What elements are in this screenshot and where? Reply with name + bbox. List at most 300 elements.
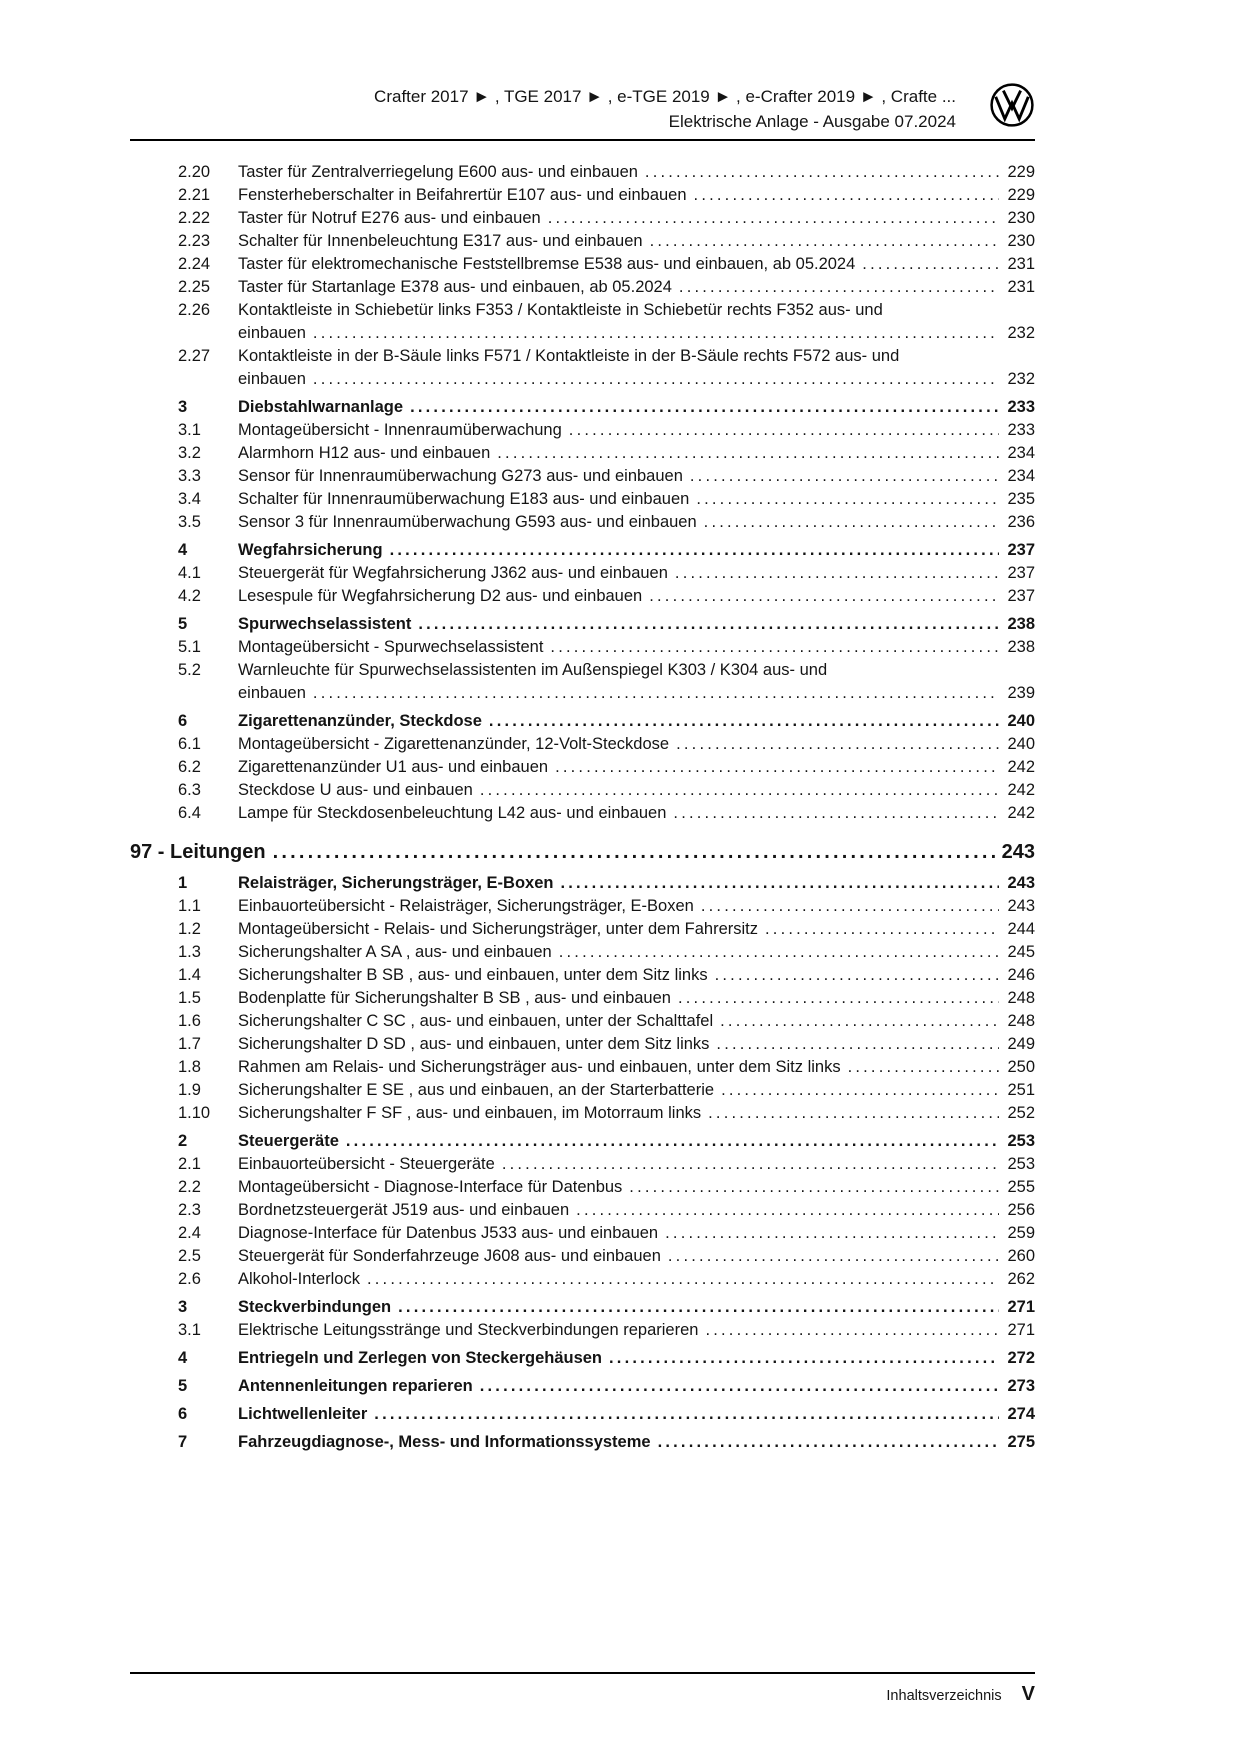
entry-title: Fahrzeugdiagnose-, Mess- und Informationssysteme — [238, 1433, 651, 1451]
toc-entry — [130, 941, 1035, 964]
dot-leader — [765, 918, 999, 941]
entry-line — [238, 442, 1035, 465]
toc-entry — [130, 253, 1035, 276]
dot-leader — [658, 1431, 999, 1454]
dot-leader — [555, 756, 999, 779]
entry-line — [238, 207, 1035, 230]
entry-number: 2.23 — [178, 232, 211, 250]
dot-leader — [560, 872, 999, 895]
entry-number: 1.7 — [178, 1035, 201, 1053]
footer-page-number: V — [1021, 1683, 1035, 1705]
entry-line — [238, 1431, 1035, 1454]
entry-title: Elektrische Leitungsstränge und Steckverbindungen reparieren — [238, 1321, 699, 1339]
entry-body — [238, 779, 1035, 802]
entry-title: Bordnetzsteuergerät J519 aus- und einbauen — [238, 1201, 570, 1219]
vw-logo-icon — [989, 82, 1035, 128]
entry-body — [238, 488, 1035, 511]
entry-body — [238, 1222, 1035, 1245]
entry-title: Zigarettenanzünder U1 aus- und einbauen — [238, 758, 549, 776]
entry-title: Schalter für Innenraumüberwachung E183 aus- und einbauen — [238, 490, 690, 508]
toc-entry — [130, 396, 1035, 419]
entry-line — [238, 488, 1035, 511]
entry-number: 5 — [178, 1377, 188, 1395]
entry-page-number: 230 — [1007, 209, 1035, 227]
entry-title: Montageübersicht - Zigarettenanzünder, 12-Volt-Steckdose — [238, 735, 670, 753]
entry-line — [238, 1010, 1035, 1033]
entry-title: Sensor für Innenraumüberwachung G273 aus- und einbauen — [238, 467, 683, 485]
toc-entry — [130, 779, 1035, 802]
entry-number: 2.20 — [178, 163, 211, 181]
entry-line — [238, 1319, 1035, 1342]
entry-number: 2.2 — [178, 1178, 201, 1196]
entry-line — [238, 1222, 1035, 1245]
entry-page-number: 229 — [1007, 186, 1035, 204]
entry-number: 6.4 — [178, 804, 201, 822]
entry-page-number: 253 — [1007, 1132, 1035, 1150]
dot-leader — [418, 613, 999, 636]
dot-leader — [502, 1153, 999, 1176]
entry-body — [238, 230, 1035, 253]
entry-page-number: 245 — [1007, 943, 1035, 961]
dot-leader — [497, 442, 999, 465]
entry-title: Einbauorteübersicht - Relaisträger, Sicherungsträger, E-Boxen — [238, 897, 694, 915]
toc-entry — [130, 207, 1035, 230]
dot-leader — [715, 964, 999, 987]
toc-entry — [130, 756, 1035, 779]
entry-line — [238, 511, 1035, 534]
entry-number: 2.1 — [178, 1155, 201, 1173]
entry-body — [238, 1245, 1035, 1268]
entry-page-number: 252 — [1007, 1104, 1035, 1122]
dot-leader — [650, 230, 999, 253]
toc-entry — [130, 1199, 1035, 1222]
entry-line — [238, 1347, 1035, 1370]
entry-line — [238, 253, 1035, 276]
entry-page-number: 274 — [1007, 1405, 1035, 1423]
dot-leader — [665, 1222, 999, 1245]
entry-page-number: 234 — [1007, 467, 1035, 485]
entry-number: 2.6 — [178, 1270, 201, 1288]
entry-number: 2.22 — [178, 209, 211, 227]
entry-number: 4 — [178, 541, 188, 559]
entry-page-number: 243 — [1001, 841, 1035, 863]
entry-line — [238, 710, 1035, 733]
entry-body — [238, 299, 1035, 345]
entry-page-number: 231 — [1007, 278, 1035, 296]
entry-line — [238, 396, 1035, 419]
toc-entry — [130, 1403, 1035, 1426]
dot-leader — [848, 1056, 999, 1079]
entry-page-number: 237 — [1007, 564, 1035, 582]
entry-number: 6.2 — [178, 758, 201, 776]
toc-entry — [130, 964, 1035, 987]
entry-title: Bodenplatte für Sicherungshalter B SB , aus- und einbauen — [238, 989, 671, 1007]
entry-number: 2.25 — [178, 278, 211, 296]
entry-page-number: 243 — [1007, 874, 1035, 892]
entry-number: 4.1 — [178, 564, 201, 582]
entry-page-number: 230 — [1007, 232, 1035, 250]
entry-body — [130, 837, 1035, 867]
dot-leader — [708, 1102, 999, 1125]
entry-title: Lampe für Steckdosenbeleuchtung L42 aus- und einbauen — [238, 804, 667, 822]
entry-body — [238, 1319, 1035, 1342]
entry-body — [238, 511, 1035, 534]
page-header — [130, 84, 1035, 141]
entry-page-number: 248 — [1007, 989, 1035, 1007]
toc-entry — [130, 585, 1035, 608]
entry-line — [238, 1245, 1035, 1268]
entry-number: 3 — [178, 398, 188, 416]
entry-title: 97 - Leitungen — [130, 841, 266, 863]
entry-title: Steuergerät für Wegfahrsicherung J362 aus- und einbauen — [238, 564, 668, 582]
entry-page-number: 255 — [1007, 1178, 1035, 1196]
entry-page-number: 237 — [1007, 587, 1035, 605]
entry-title: Spurwechselassistent — [238, 615, 412, 633]
entry-body — [238, 396, 1035, 419]
entry-number: 1 — [178, 874, 188, 892]
entry-page-number: 242 — [1007, 758, 1035, 776]
entry-title: einbauen — [238, 370, 306, 388]
entry-body — [238, 539, 1035, 562]
entry-page-number: 246 — [1007, 966, 1035, 984]
entry-title: Alarmhorn H12 aus- und einbauen — [238, 444, 491, 462]
entry-title: Montageübersicht - Relais- und Sicherungsträger, unter dem Fahrersitz — [238, 920, 758, 938]
entry-title: Einbauorteübersicht - Steuergeräte — [238, 1155, 495, 1173]
entry-number: 5.2 — [178, 661, 201, 679]
entry-page-number: 273 — [1007, 1377, 1035, 1395]
entry-title: Steuergerät für Sonderfahrzeuge J608 aus- und einbauen — [238, 1247, 661, 1265]
entry-number: 2.3 — [178, 1201, 201, 1219]
dot-leader — [480, 1375, 999, 1398]
dot-leader — [398, 1296, 999, 1319]
toc-entry — [130, 1176, 1035, 1199]
toc-entry — [130, 1268, 1035, 1291]
entry-title: Taster für elektromechanische Feststellbremse E538 aus- und einbauen, ab 05.2024 — [238, 255, 856, 273]
entry-body — [238, 345, 1035, 391]
entry-body — [238, 1403, 1035, 1426]
entry-body — [238, 659, 1035, 705]
entry-body — [238, 710, 1035, 733]
header-subtitle: Elektrische Anlage - Ausgabe 07.2024 — [668, 112, 956, 131]
entry-page-number: 242 — [1007, 804, 1035, 822]
entry-title: einbauen — [238, 324, 306, 342]
entry-line — [238, 1102, 1035, 1125]
page-footer — [130, 1672, 1035, 1706]
toc-entry — [130, 1056, 1035, 1079]
entry-page-number: 242 — [1007, 781, 1035, 799]
entry-line — [238, 1056, 1035, 1079]
dot-leader — [696, 488, 999, 511]
entry-page-number: 260 — [1007, 1247, 1035, 1265]
entry-line — [238, 1199, 1035, 1222]
dot-leader — [690, 465, 999, 488]
entry-line — [238, 1033, 1035, 1056]
entry-page-number: 239 — [1007, 684, 1035, 702]
entry-number: 2.27 — [178, 347, 211, 365]
entry-body — [238, 1431, 1035, 1454]
entry-line — [238, 184, 1035, 207]
dot-leader — [645, 161, 999, 184]
entry-title: Sicherungshalter A SA , aus- und einbauen — [238, 943, 552, 961]
entry-page-number: 237 — [1007, 541, 1035, 559]
entry-title: Sicherungshalter C SC , aus- und einbauen, unter der Schalttafel — [238, 1012, 714, 1030]
entry-line — [238, 1268, 1035, 1291]
entry-number: 2.5 — [178, 1247, 201, 1265]
entry-body — [238, 1153, 1035, 1176]
entry-title: einbauen — [238, 684, 306, 702]
entry-line — [238, 368, 1035, 391]
toc-entry — [130, 918, 1035, 941]
entry-number: 2 — [178, 1132, 188, 1150]
entry-number: 6.1 — [178, 735, 201, 753]
entry-line — [238, 322, 1035, 345]
toc-entry — [130, 710, 1035, 733]
entry-page-number: 248 — [1007, 1012, 1035, 1030]
toc-entry — [130, 539, 1035, 562]
toc-entry — [130, 1010, 1035, 1033]
entry-line — [238, 1153, 1035, 1176]
entry-number: 2.24 — [178, 255, 211, 273]
entry-number: 1.9 — [178, 1081, 201, 1099]
entry-title: Sicherungshalter D SD , aus- und einbauen, unter dem Sitz links — [238, 1035, 710, 1053]
entry-page-number: 231 — [1007, 255, 1035, 273]
entry-line — [238, 345, 1035, 368]
entry-body — [238, 918, 1035, 941]
entry-title: Montageübersicht - Spurwechselassistent — [238, 638, 544, 656]
dot-leader — [550, 636, 999, 659]
entry-number: 1.1 — [178, 897, 201, 915]
entry-page-number: 233 — [1007, 398, 1035, 416]
entry-number: 1.4 — [178, 966, 201, 984]
entry-page-number: 238 — [1007, 638, 1035, 656]
entry-number: 5 — [178, 615, 188, 633]
dot-leader — [313, 682, 999, 705]
entry-page-number: 262 — [1007, 1270, 1035, 1288]
entry-line — [238, 1079, 1035, 1102]
entry-title: Zigarettenanzünder, Steckdose — [238, 712, 482, 730]
dot-leader — [609, 1347, 999, 1370]
entry-body — [238, 964, 1035, 987]
toc-entry — [130, 837, 1035, 867]
toc-entry — [130, 636, 1035, 659]
entry-line — [238, 733, 1035, 756]
toc-list — [130, 161, 1035, 1454]
header-models-line: Crafter 2017 ► , TGE 2017 ► , e-TGE 2019 ► , e-Crafter 2019 ► , Crafte ... — [374, 87, 956, 106]
entry-title: Taster für Startanlage E378 aus- und einbauen, ab 05.2024 — [238, 278, 672, 296]
entry-number: 6 — [178, 712, 188, 730]
entry-line — [238, 1296, 1035, 1319]
toc-entry — [130, 161, 1035, 184]
entry-title: Relaisträger, Sicherungsträger, E-Boxen — [238, 874, 554, 892]
entry-number: 3.4 — [178, 490, 201, 508]
entry-title: Schalter für Innenbeleuchtung E317 aus- und einbauen — [238, 232, 643, 250]
dot-leader — [313, 368, 999, 391]
toc-entry — [130, 345, 1035, 391]
entry-body — [238, 184, 1035, 207]
entry-body — [238, 1010, 1035, 1033]
entry-page-number: 253 — [1007, 1155, 1035, 1173]
entry-body — [238, 1268, 1035, 1291]
entry-body — [238, 733, 1035, 756]
toc-entry — [130, 733, 1035, 756]
entry-body — [238, 562, 1035, 585]
entry-line — [238, 941, 1035, 964]
entry-number: 3 — [178, 1298, 188, 1316]
entry-title: Lesespule für Wegfahrsicherung D2 aus- und einbauen — [238, 587, 643, 605]
entry-number: 6 — [178, 1405, 188, 1423]
dot-leader — [668, 1245, 999, 1268]
entry-line — [238, 659, 1035, 682]
entry-line — [238, 987, 1035, 1010]
entry-title: Lichtwellenleiter — [238, 1405, 368, 1423]
entry-title: Steckverbindungen — [238, 1298, 392, 1316]
entry-body — [238, 613, 1035, 636]
entry-body — [238, 1296, 1035, 1319]
entry-page-number: 272 — [1007, 1349, 1035, 1367]
entry-body — [238, 1102, 1035, 1125]
dot-leader — [721, 1079, 999, 1102]
dot-leader — [676, 733, 999, 756]
toc-entry — [130, 1296, 1035, 1319]
dot-leader — [569, 419, 999, 442]
entry-line — [238, 682, 1035, 705]
entry-number: 3.3 — [178, 467, 201, 485]
dot-leader — [701, 895, 999, 918]
entry-page-number: 238 — [1007, 615, 1035, 633]
entry-number: 2.26 — [178, 301, 211, 319]
entry-page-number: 259 — [1007, 1224, 1035, 1242]
entry-body — [238, 1375, 1035, 1398]
header-divider — [130, 139, 1035, 141]
entry-line — [238, 465, 1035, 488]
entry-line — [238, 161, 1035, 184]
entry-line — [238, 562, 1035, 585]
dot-leader — [679, 276, 999, 299]
entry-title: Sicherungshalter F SF , aus- und einbauen, im Motorraum links — [238, 1104, 702, 1122]
entry-page-number: 236 — [1007, 513, 1035, 531]
dot-leader — [480, 779, 999, 802]
dot-leader — [694, 184, 999, 207]
entry-number: 1.3 — [178, 943, 201, 961]
entry-number: 4.2 — [178, 587, 201, 605]
entry-number: 1.6 — [178, 1012, 201, 1030]
entry-number: 1.8 — [178, 1058, 201, 1076]
entry-page-number: 271 — [1007, 1298, 1035, 1316]
toc-entry — [130, 1130, 1035, 1153]
entry-title: Diagnose-Interface für Datenbus J533 aus- und einbauen — [238, 1224, 659, 1242]
entry-title: Alkohol-Interlock — [238, 1270, 360, 1288]
entry-title: Taster für Notruf E276 aus- und einbauen — [238, 209, 541, 227]
entry-title: Sensor 3 für Innenraumüberwachung G593 aus- und einbauen — [238, 513, 697, 531]
toc-entry — [130, 1347, 1035, 1370]
entry-title: Rahmen am Relais- und Sicherungsträger aus- und einbauen, unter dem Sitz links — [238, 1058, 841, 1076]
dot-leader — [390, 539, 999, 562]
entry-title: Steuergeräte — [238, 1132, 339, 1150]
entry-body — [238, 207, 1035, 230]
toc-entry — [130, 1079, 1035, 1102]
entry-title: Kontaktleiste in Schiebetür links F353 / Kontaktleiste in Schiebetür rechts F352 aus- und — [238, 301, 883, 319]
dot-leader — [678, 987, 999, 1010]
entry-number: 3.1 — [178, 1321, 201, 1339]
dot-leader — [862, 253, 999, 276]
entry-title: Montageübersicht - Innenraumüberwachung — [238, 421, 562, 439]
toc-entry — [130, 230, 1035, 253]
dot-leader — [548, 207, 999, 230]
entry-number: 6.3 — [178, 781, 201, 799]
entry-title: Sicherungshalter B SB , aus- und einbauen, unter dem Sitz links — [238, 966, 708, 984]
entry-body — [238, 419, 1035, 442]
dot-leader — [576, 1199, 999, 1222]
toc-entry — [130, 1222, 1035, 1245]
entry-body — [238, 465, 1035, 488]
entry-line — [238, 230, 1035, 253]
entry-line — [238, 918, 1035, 941]
entry-page-number: 240 — [1007, 712, 1035, 730]
entry-body — [238, 941, 1035, 964]
entry-body — [238, 1079, 1035, 1102]
entry-line — [238, 1130, 1035, 1153]
entry-body — [238, 872, 1035, 895]
entry-body — [238, 1130, 1035, 1153]
entry-number: 1.5 — [178, 989, 201, 1007]
entry-page-number: 271 — [1007, 1321, 1035, 1339]
entry-body — [238, 1033, 1035, 1056]
toc-entry — [130, 419, 1035, 442]
entry-number: 7 — [178, 1433, 188, 1451]
entry-body — [238, 636, 1035, 659]
dot-leader — [673, 802, 999, 825]
toc-entry — [130, 276, 1035, 299]
entry-page-number: 240 — [1007, 735, 1035, 753]
entry-title: Taster für Zentralverriegelung E600 aus- und einbauen — [238, 163, 638, 181]
entry-body — [238, 802, 1035, 825]
dot-leader — [704, 511, 999, 534]
entry-line — [238, 895, 1035, 918]
entry-line — [238, 872, 1035, 895]
entry-page-number: 235 — [1007, 490, 1035, 508]
entry-title: Antennenleitungen reparieren — [238, 1377, 473, 1395]
entry-body — [238, 585, 1035, 608]
entry-number: 1.2 — [178, 920, 201, 938]
entry-title: Sicherungshalter E SE , aus und einbauen, an der Starterbatterie — [238, 1081, 715, 1099]
entry-body — [238, 1056, 1035, 1079]
entry-page-number: 249 — [1007, 1035, 1035, 1053]
entry-body — [238, 442, 1035, 465]
entry-body — [238, 1199, 1035, 1222]
entry-page-number: 256 — [1007, 1201, 1035, 1219]
entry-page-number: 244 — [1007, 920, 1035, 938]
entry-number: 5.1 — [178, 638, 201, 656]
entry-body — [238, 161, 1035, 184]
entry-title: Steckdose U aus- und einbauen — [238, 781, 473, 799]
footer-divider — [130, 1672, 1035, 1674]
toc-entry — [130, 511, 1035, 534]
dot-leader — [675, 562, 999, 585]
entry-line — [130, 837, 1035, 867]
toc-entry — [130, 1153, 1035, 1176]
entry-body — [238, 276, 1035, 299]
entry-number: 2.21 — [178, 186, 211, 204]
entry-number: 2.4 — [178, 1224, 201, 1242]
entry-number: 4 — [178, 1349, 188, 1367]
entry-title: Wegfahrsicherung — [238, 541, 383, 559]
dot-leader — [559, 941, 999, 964]
entry-line — [238, 613, 1035, 636]
entry-line — [238, 1375, 1035, 1398]
toc-entry — [130, 895, 1035, 918]
entry-line — [238, 964, 1035, 987]
toc-entry — [130, 872, 1035, 895]
